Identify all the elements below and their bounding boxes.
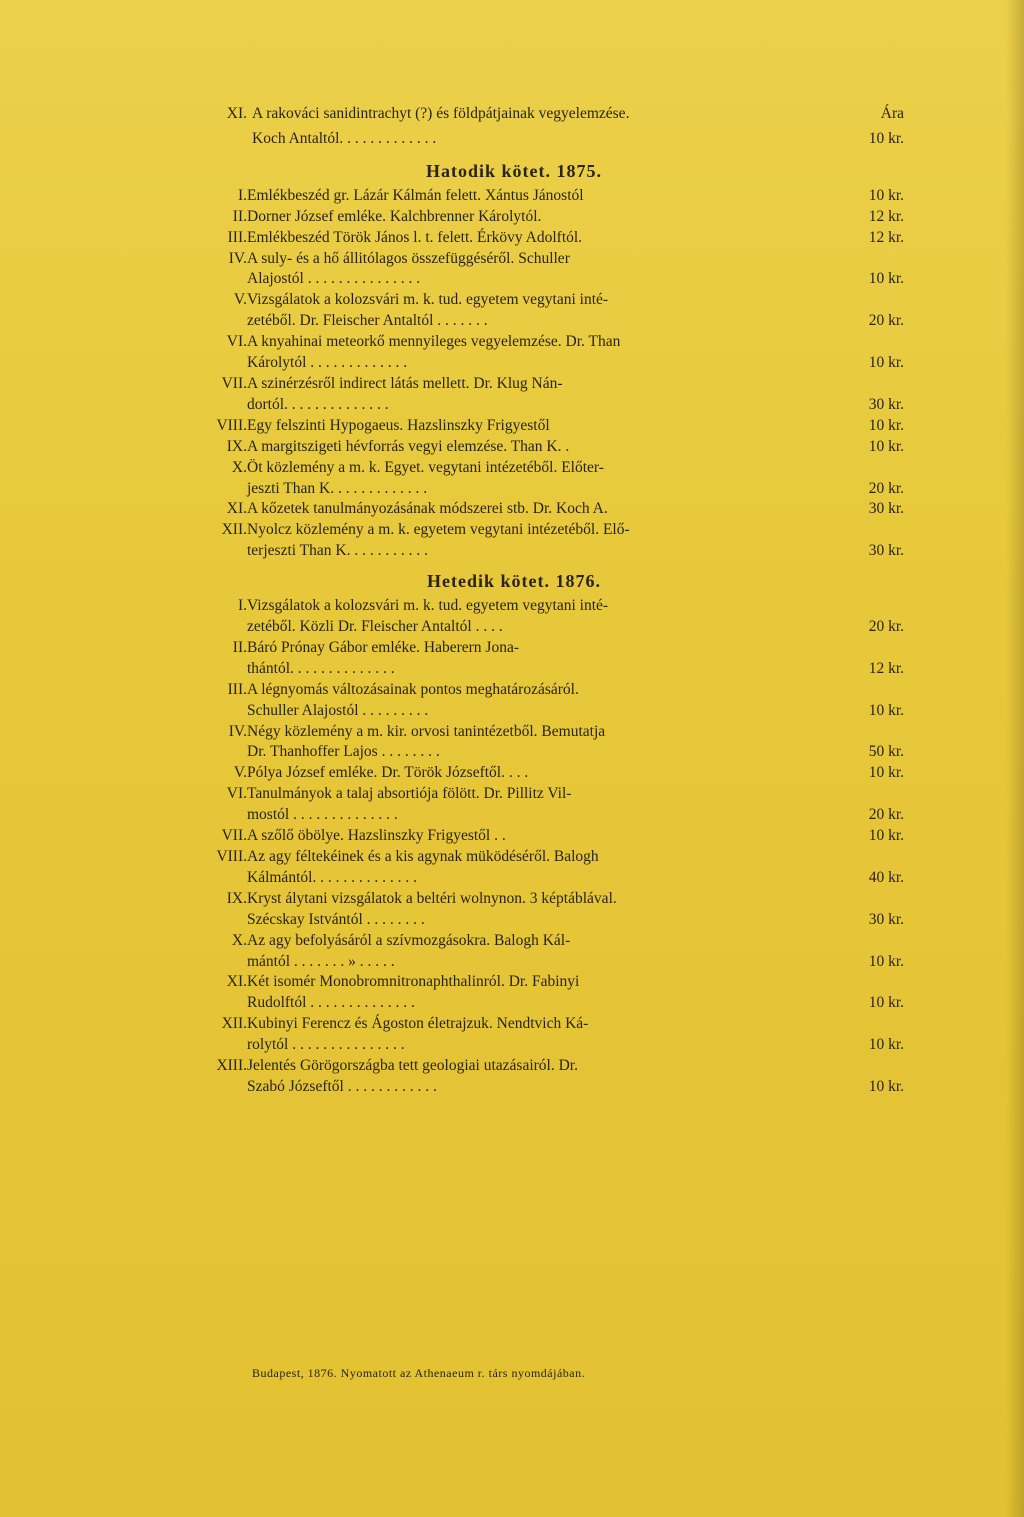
entry-line xyxy=(190,847,908,868)
list-item xyxy=(190,499,908,520)
entry-number: III. xyxy=(227,228,247,246)
entry-line xyxy=(190,1056,908,1077)
entry-line xyxy=(190,311,908,332)
entry-number: I. xyxy=(237,186,247,204)
entry-line xyxy=(190,680,908,701)
entry-number: IV. xyxy=(228,722,247,740)
entry-text: A szőlő öbölye. Hazslinszky Frigyestől . . xyxy=(247,827,506,845)
entry-text: terjeszti Than K. . . . . . . . . . . xyxy=(247,542,428,560)
list-item xyxy=(190,520,908,562)
entry-text: dortól. . . . . . . . . . . . . . xyxy=(247,395,389,413)
entry-text: rolytól . . . . . . . . . . . . . . . xyxy=(247,1036,405,1054)
entry-price: 10 kr. xyxy=(868,994,904,1012)
entry-line xyxy=(190,826,908,847)
entry-text: A légnyomás változásainak pontos meghatározásáról. xyxy=(247,680,579,698)
entry-line xyxy=(190,659,908,680)
entry-number: X. xyxy=(231,931,247,949)
entry-number: V. xyxy=(233,291,247,309)
entry-title: A rakováci sanidintrachyt (?) és földpátjainak vegyelemzése. xyxy=(252,105,630,122)
list-item xyxy=(190,1014,908,1056)
entry-number: X. xyxy=(231,458,247,476)
entry-line xyxy=(190,269,908,290)
entry-text: A knyahinai meteorkő mennyileges vegyelemzése. Dr. Than xyxy=(247,333,621,351)
entry-text: Egy felszinti Hypogaeus. Hazslinszky Frigyestől xyxy=(247,416,550,434)
entry-line xyxy=(190,722,908,743)
entry-line xyxy=(190,458,908,479)
list-item xyxy=(190,638,908,680)
entry-text: Kálmántól. . . . . . . . . . . . . . xyxy=(247,868,418,886)
volume-6-list xyxy=(190,186,908,562)
entry-text: Kubinyi Ferencz és Ágoston életrajzuk. Nendtvich Ká- xyxy=(247,1015,589,1033)
entry-line xyxy=(190,207,908,228)
entry-line xyxy=(190,742,908,763)
entry-line xyxy=(190,395,908,416)
content xyxy=(190,104,908,1098)
entry-number: IX. xyxy=(226,889,247,907)
entry-line xyxy=(190,972,908,993)
entry-text: Schuller Alajostól . . . . . . . . . xyxy=(247,701,429,719)
entry-line xyxy=(190,701,908,722)
entry-line xyxy=(190,889,908,910)
entry-text: Az agy befolyásáról a szívmozgásokra. Balogh Kál- xyxy=(247,931,571,949)
list-item xyxy=(190,826,908,847)
list-item xyxy=(190,931,908,973)
volume-7-heading: Hetedik kötet. 1876. xyxy=(427,571,601,592)
volume-7-list xyxy=(190,596,908,1098)
entry-number: XII. xyxy=(221,521,247,539)
entry-line xyxy=(190,353,908,374)
entry-price: 20 kr. xyxy=(868,806,904,824)
list-item xyxy=(190,784,908,826)
list-item xyxy=(190,437,908,458)
entry-line xyxy=(190,416,908,437)
entry-line xyxy=(190,805,908,826)
entry-number: VII. xyxy=(221,374,247,392)
entry-number: XI. xyxy=(226,105,247,122)
entry-price: 20 kr. xyxy=(868,479,904,497)
entry-price: 12 kr. xyxy=(868,207,904,225)
list-item xyxy=(190,458,908,500)
entry-text: Szabó Józseftől . . . . . . . . . . . . xyxy=(247,1077,437,1095)
entry-text: Alajostól . . . . . . . . . . . . . . . xyxy=(247,270,421,288)
entry-price: 12 kr. xyxy=(868,659,904,677)
list-item xyxy=(190,972,908,1014)
entry-text: Pólya József emléke. Dr. Török Józseftől. . . . xyxy=(247,764,529,782)
entry-price: 10 kr. xyxy=(868,186,904,204)
list-item xyxy=(190,290,908,332)
entry-author: Koch Antaltól. . . . . . . . . . . . . xyxy=(252,129,437,147)
entry-price: 10 kr. xyxy=(868,129,904,147)
list-item xyxy=(190,680,908,722)
list-item xyxy=(190,416,908,437)
entry-line xyxy=(190,1035,908,1056)
entry-text: Dorner József emléke. Kalchbrenner Károlytól. xyxy=(247,207,542,225)
entry-line xyxy=(190,993,908,1014)
entry-line xyxy=(190,931,908,952)
entry-price: 20 kr. xyxy=(868,618,904,636)
volume-6-heading: Hatodik kötet. 1875. xyxy=(425,160,602,181)
list-item xyxy=(190,332,908,374)
entry-text: thántól. . . . . . . . . . . . . . xyxy=(247,659,395,677)
entry-text: A margitszigeti hévforrás vegyi elemzése. Than K. . xyxy=(247,437,570,455)
list-item xyxy=(190,207,908,228)
entry-price: 50 kr. xyxy=(868,743,904,761)
entry-number: III. xyxy=(227,680,247,698)
entry-text: A szinérzésről indirect látás mellett. Dr. Klug Nán- xyxy=(247,374,563,392)
entry-number: VI. xyxy=(226,333,247,351)
entry-line xyxy=(190,437,908,458)
entry-price: 30 kr. xyxy=(868,500,904,518)
entry-line xyxy=(190,868,908,889)
printer-imprint: Budapest, 1876. Nyomatott az Athenaeum r. társ nyomdájában. xyxy=(252,1366,586,1380)
entry-line xyxy=(190,186,908,207)
entry-number: VIII. xyxy=(216,416,247,434)
entry-number: XIII. xyxy=(216,1057,247,1075)
entry-line xyxy=(190,374,908,395)
list-item xyxy=(190,186,908,207)
entry-price: 10 kr. xyxy=(868,827,904,845)
entry-text: Nyolcz közlemény a m. k. egyetem vegytani intézetéből. Elő- xyxy=(247,521,630,539)
entry-price: 10 kr. xyxy=(868,952,904,970)
entry-line xyxy=(190,249,908,270)
entry-number: II. xyxy=(232,207,247,225)
entry-text: Vizsgálatok a kolozsvári m. k. tud. egyetem vegytani inté- xyxy=(247,597,609,615)
entry-text: zetéből. Közli Dr. Fleischer Antaltól . . . . xyxy=(247,618,503,636)
entry-line xyxy=(190,228,908,249)
entry-text: Szécskay Istvántól . . . . . . . . xyxy=(247,910,425,928)
entry-text: mostól . . . . . . . . . . . . . . xyxy=(247,806,398,824)
entry-number: XI. xyxy=(226,500,247,518)
entry-line xyxy=(190,952,908,973)
entry-text: Károlytól . . . . . . . . . . . . . xyxy=(247,354,408,372)
entry-price: 10 kr. xyxy=(868,1036,904,1054)
entry-text: Báró Prónay Gábor emléke. Haberern Jona- xyxy=(247,638,520,656)
entry-text: Dr. Thanhoffer Lajos . . . . . . . . xyxy=(247,743,440,761)
entry-line xyxy=(190,290,908,311)
price-header: Ára xyxy=(880,105,904,122)
list-item xyxy=(190,374,908,416)
entry-number: VI. xyxy=(226,785,247,803)
entry-number: XII. xyxy=(221,1015,247,1033)
entry-line xyxy=(190,332,908,353)
entry-text: mántól . . . . . . . » . . . . . xyxy=(247,952,395,970)
entry-text: zetéből. Dr. Fleischer Antaltól . . . . . . . xyxy=(247,312,488,330)
entry-line xyxy=(190,499,908,520)
list-item xyxy=(190,722,908,764)
entry-line xyxy=(190,1014,908,1035)
list-item xyxy=(190,847,908,889)
entry-number: VII. xyxy=(221,827,247,845)
entry-price: 10 kr. xyxy=(868,270,904,288)
entry-number: IX. xyxy=(226,437,247,455)
entry-number: XI. xyxy=(226,973,247,991)
entry-line xyxy=(190,520,908,541)
entry-line xyxy=(190,784,908,805)
entry-text: Négy közlemény a m. kir. orvosi tanintézetből. Bemutatja xyxy=(247,722,606,740)
entry-number: IV. xyxy=(228,249,247,267)
entry-price: 10 kr. xyxy=(868,416,904,434)
entry-line xyxy=(190,1077,908,1098)
entry-text: Emlékbeszéd Török János l. t. felett. Érkövy Adolftól. xyxy=(247,228,583,246)
entry-text: Öt közlemény a m. k. Egyet. vegytani intézetéből. Előter- xyxy=(247,458,604,476)
entry-text: Rudolftól . . . . . . . . . . . . . . xyxy=(247,994,415,1012)
entry-price: 40 kr. xyxy=(868,868,904,886)
list-item xyxy=(190,1056,908,1098)
entry-price: 10 kr. xyxy=(868,1077,904,1095)
entry-line xyxy=(190,617,908,638)
entry-price: 10 kr. xyxy=(868,354,904,372)
entry-price: 30 kr. xyxy=(868,910,904,928)
list-item xyxy=(190,596,908,638)
entry-price: 10 kr. xyxy=(868,764,904,782)
entry-line xyxy=(190,541,908,562)
entry-price: 30 kr. xyxy=(868,395,904,413)
entry-text: Tanulmányok a talaj absortiója fölött. Dr. Pillitz Vil- xyxy=(247,785,572,803)
entry-price: 30 kr. xyxy=(868,542,904,560)
list-item xyxy=(190,763,908,784)
entry-line xyxy=(190,638,908,659)
entry-price: 10 kr. xyxy=(868,437,904,455)
entry-line xyxy=(190,910,908,931)
list-item xyxy=(190,228,908,249)
entry-line xyxy=(190,479,908,500)
entry-line xyxy=(190,763,908,784)
entry-price: 12 kr. xyxy=(868,228,904,246)
entry-text: A kőzetek tanulmányozásának módszerei stb. Dr. Koch A. xyxy=(247,500,608,518)
entry-number: II. xyxy=(232,638,247,656)
entry-text: Az agy féltekéinek és a kis agynak müködéséről. Balogh xyxy=(247,848,599,865)
entry-text: Két isomér Monobromnitronaphthalinról. Dr. Fabinyi xyxy=(247,973,580,991)
entry-top-line2 xyxy=(190,129,908,150)
entry-text: A suly- és a hő állitólagos összefüggéséről. Schuller xyxy=(247,249,570,267)
list-item xyxy=(190,889,908,931)
entry-text: Jelentés Görögországba tett geologiai utazásairól. Dr. xyxy=(247,1057,578,1075)
entry-text: Kryst álytani vizsgálatok a beltéri wolnynon. 3 képtáblával. xyxy=(247,889,617,907)
entry-top-line1 xyxy=(190,104,908,125)
entry-number: V. xyxy=(233,764,247,782)
entry-price: 10 kr. xyxy=(868,701,904,719)
list-item xyxy=(190,249,908,291)
entry-number: VIII. xyxy=(216,848,247,865)
entry-number: I. xyxy=(237,597,247,615)
entry-price: 20 kr. xyxy=(868,312,904,330)
entry-text: Emlékbeszéd gr. Lázár Kálmán felett. Xántus Jánostól xyxy=(247,186,584,204)
entry-text: jeszti Than K. . . . . . . . . . . . . xyxy=(247,479,428,497)
entry-line xyxy=(190,596,908,617)
entry-text: Vizsgálatok a kolozsvári m. k. tud. egyetem vegytani inté- xyxy=(247,291,609,309)
